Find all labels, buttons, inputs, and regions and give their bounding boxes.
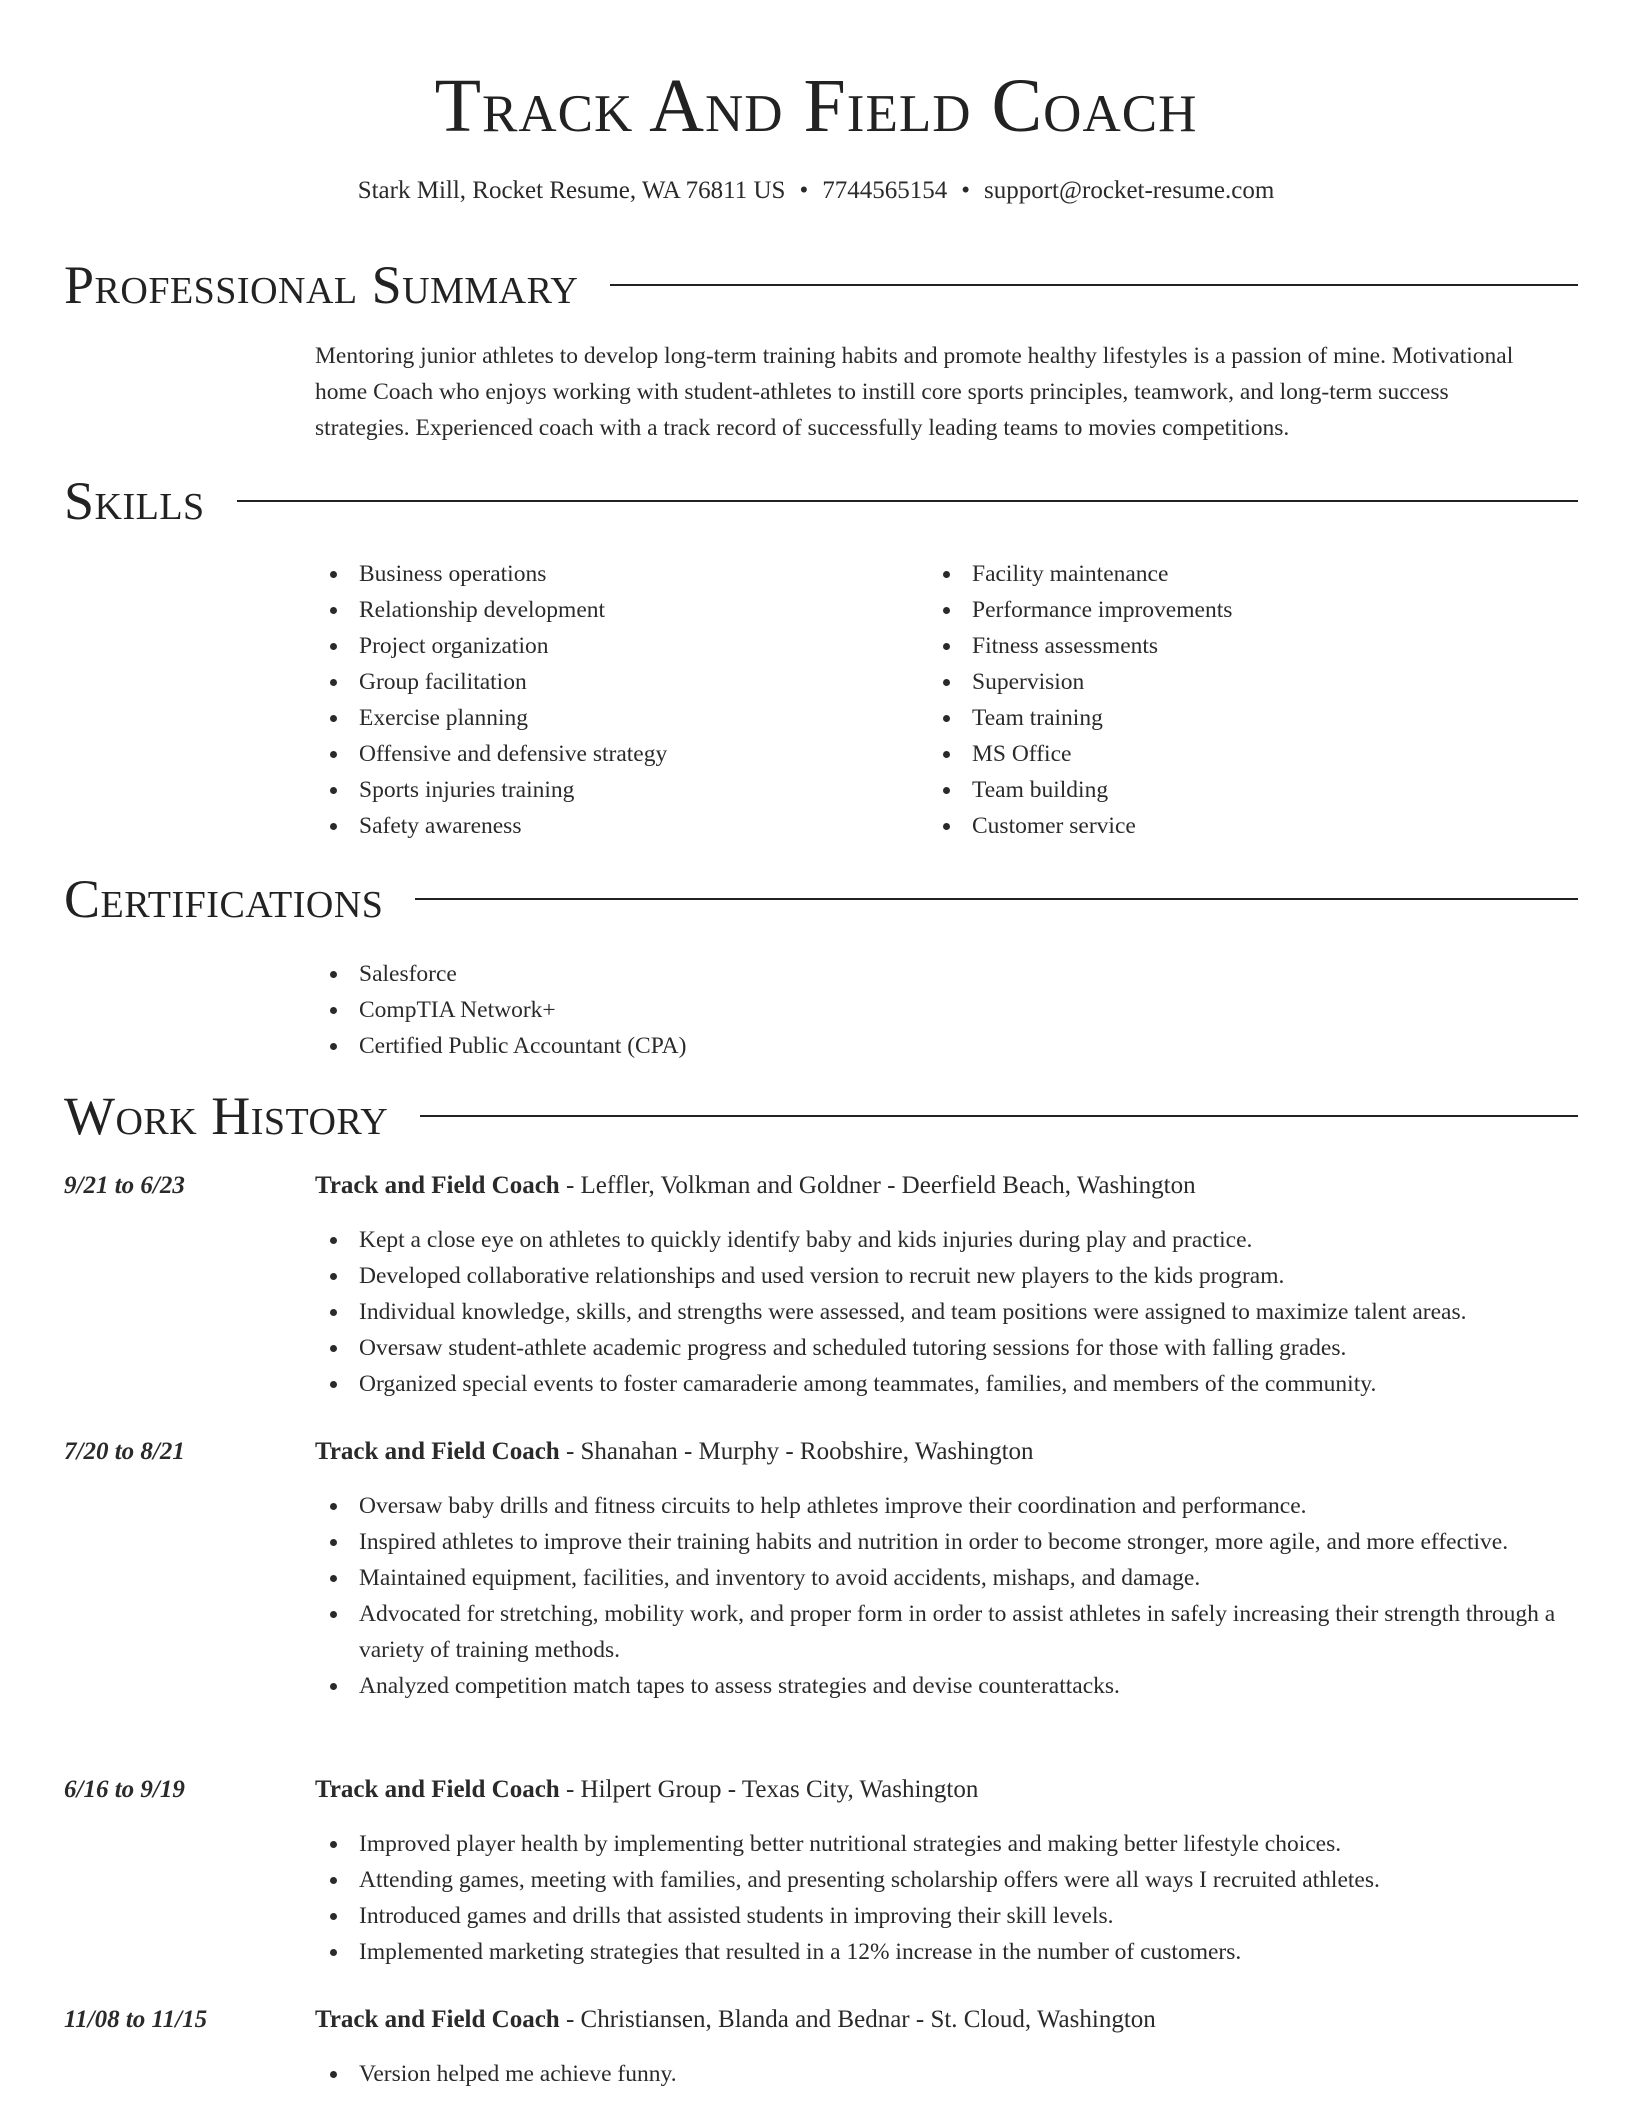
- job-bullet: Improved player health by implementing better nutritional strategies and making better lifestyle choices.: [315, 1826, 1605, 1862]
- job-bullets: [315, 1826, 1605, 1970]
- skill-item: Relationship development: [315, 592, 915, 628]
- job-bullet: Analyzed competition match tapes to assess strategies and devise counterattacks.: [315, 1668, 1605, 1704]
- skill-item: Group facilitation: [315, 664, 915, 700]
- skill-item: Supervision: [928, 664, 1528, 700]
- contact-address: Stark Mill, Rocket Resume, WA 76811 US: [357, 177, 786, 204]
- skill-item: Customer service: [928, 808, 1528, 844]
- certifications-list-container: [315, 956, 1115, 1064]
- job-title: Track and Field Coach: [315, 1438, 560, 1465]
- job-dates: 7/20 to 8/21: [64, 1438, 185, 1465]
- skill-item: MS Office: [928, 736, 1528, 772]
- section-divider: [610, 284, 1578, 286]
- job-title: Track and Field Coach: [315, 2006, 560, 2033]
- skill-item: Exercise planning: [315, 700, 915, 736]
- skills-column-right: [928, 556, 1528, 844]
- certification-item: Salesforce: [315, 956, 1115, 992]
- job-heading: [315, 1168, 1545, 1204]
- contact-line: [0, 174, 1632, 208]
- job-bullet: Developed collaborative relationships and used version to recruit new players to the kids program.: [315, 1258, 1605, 1294]
- skill-item: Team building: [928, 772, 1528, 808]
- job-bullet: Maintained equipment, facilities, and inventory to avoid accidents, mishaps, and damage.: [315, 1560, 1605, 1596]
- section-divider: [420, 1115, 1578, 1117]
- skill-item: Offensive and defensive strategy: [315, 736, 915, 772]
- contact-separator: •: [961, 177, 970, 204]
- job-bullet: Advocated for stretching, mobility work, and proper form in order to assist athletes in safely increasing their strength through a variety of training methods.: [315, 1596, 1605, 1668]
- skill-item: Performance improvements: [928, 592, 1528, 628]
- skill-item: Fitness assessments: [928, 628, 1528, 664]
- skills-list-right: [928, 556, 1528, 844]
- job-employer: - Christiansen, Blanda and Bednar - St. Cloud, Washington: [559, 2006, 1156, 2033]
- skill-item: Business operations: [315, 556, 915, 592]
- section-divider: [415, 898, 1578, 900]
- skill-item: Sports injuries training: [315, 772, 915, 808]
- job-bullet: Organized special events to foster camaraderie among teammates, families, and members of the community.: [315, 1366, 1605, 1402]
- section-header-certifications: [64, 866, 1578, 932]
- job-bullet: Inspired athletes to improve their training habits and nutrition in order to become stronger, more agile, and more effective.: [315, 1524, 1605, 1560]
- job-bullet: Introduced games and drills that assisted students in improving their skill levels.: [315, 1898, 1605, 1934]
- job-dates: 9/21 to 6/23: [64, 1172, 185, 1199]
- section-title-skills: Skills: [64, 471, 205, 531]
- job-heading: [315, 2002, 1545, 2038]
- summary-text: Mentoring junior athletes to develop long-term training habits and promote healthy lifestyles is a passion of mine. Motivational home Coach who enjoys working with student-athletes to instill core sports principles, teamwork, and long-term success strategies. Experienced coach with a track record of successfully leading teams to movies competitions.: [315, 343, 1514, 441]
- certification-item: Certified Public Accountant (CPA): [315, 1028, 1115, 1064]
- section-title-work-history: Work History: [64, 1086, 389, 1146]
- job-title: Track and Field Coach: [315, 1776, 560, 1803]
- job-bullet: Oversaw baby drills and fitness circuits to help athletes improve their coordination and performance.: [315, 1488, 1605, 1524]
- job-dates: 6/16 to 9/19: [64, 1776, 185, 1803]
- skill-item: Team training: [928, 700, 1528, 736]
- section-title-certifications: Certifications: [64, 869, 384, 929]
- job-bullets: [315, 1488, 1605, 1704]
- section-divider: [237, 500, 1578, 502]
- job-bullet: Version helped me achieve funny.: [315, 2056, 1605, 2092]
- job-bullets: [315, 2056, 1605, 2092]
- job-bullet: Individual knowledge, skills, and strengths were assessed, and team positions were assigned to maximize talent areas.: [315, 1294, 1605, 1330]
- section-header-work-history: [64, 1083, 1578, 1149]
- job-employer: - Hilpert Group - Texas City, Washington: [559, 1776, 979, 1803]
- job-bullet: Oversaw student-athlete academic progress and scheduled tutoring sessions for those with falling grades.: [315, 1330, 1605, 1366]
- job-heading: [315, 1772, 1545, 1808]
- candidate-name: Track And Field Coach: [434, 64, 1198, 148]
- job-heading: [315, 1434, 1545, 1470]
- skill-item: Project organization: [315, 628, 915, 664]
- skill-item: Safety awareness: [315, 808, 915, 844]
- certification-item: CompTIA Network+: [315, 992, 1115, 1028]
- contact-phone: 7744565154: [822, 177, 948, 204]
- job-title: Track and Field Coach: [315, 1172, 560, 1199]
- skills-list-left: [315, 556, 915, 844]
- job-employer: - Leffler, Volkman and Goldner - Deerfield Beach, Washington: [559, 1172, 1196, 1199]
- job-bullet: Attending games, meeting with families, and presenting scholarship offers were all ways I recruited athletes.: [315, 1862, 1605, 1898]
- job-dates: 11/08 to 11/15: [64, 2006, 208, 2033]
- section-title-summary: Professional Summary: [64, 255, 579, 315]
- skills-column-left: [315, 556, 915, 844]
- job-bullets: [315, 1222, 1605, 1402]
- job-bullet: Kept a close eye on athletes to quickly identify baby and kids injuries during play and practice.: [315, 1222, 1605, 1258]
- job-bullet: Implemented marketing strategies that resulted in a 12% increase in the number of customers.: [315, 1934, 1605, 1970]
- contact-email: support@rocket-resume.com: [984, 177, 1275, 204]
- certifications-list: [315, 956, 1115, 1064]
- section-header-skills: [64, 468, 1578, 534]
- contact-separator: •: [799, 177, 809, 204]
- skill-item: Facility maintenance: [928, 556, 1528, 592]
- section-header-summary: [64, 252, 1578, 318]
- job-employer: - Shanahan - Murphy - Roobshire, Washington: [559, 1438, 1034, 1465]
